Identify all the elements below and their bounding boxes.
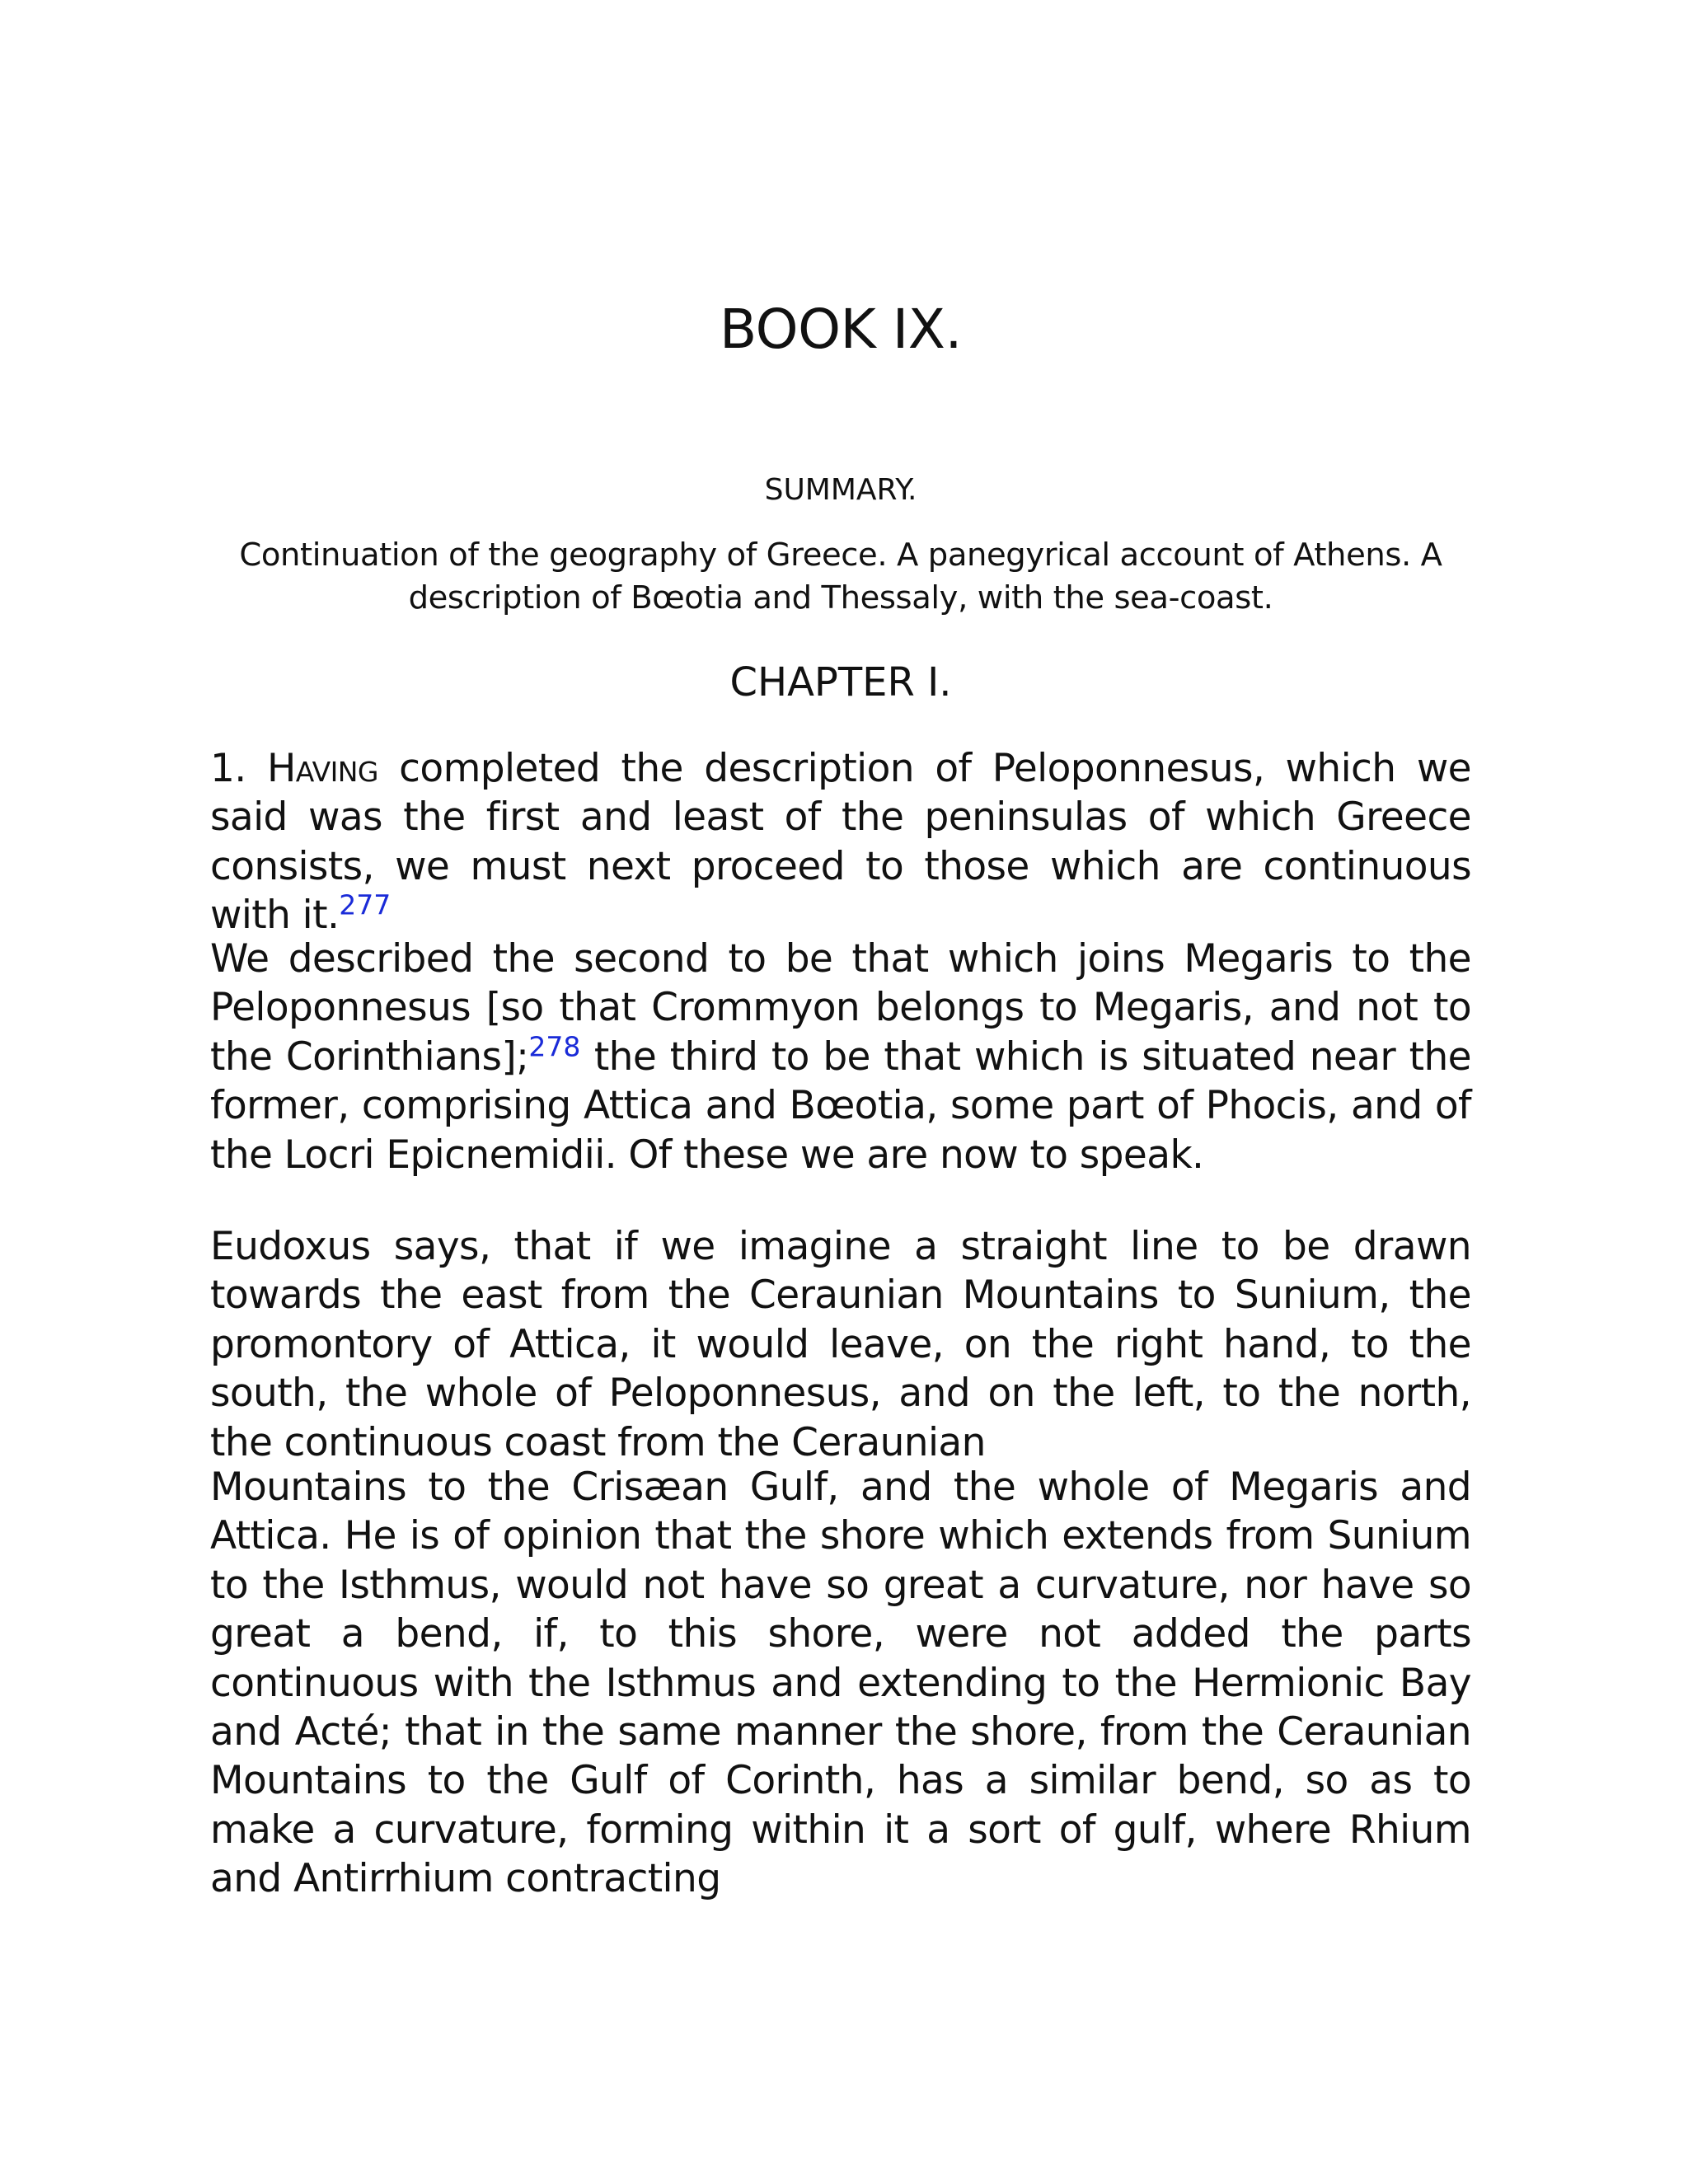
book-title: BOOK IX. (720, 298, 962, 361)
paragraph-2 (210, 935, 1471, 1179)
lead-word: Having (267, 746, 378, 791)
paragraph-4: Mountains to the Crisæan Gulf, and the whole of Megaris and Attica. He is of opinion that the shore which extends from Sunium to the Isthmus, would not have so great a curvature, nor have so great a bend, if, to this shore, were not added the parts continuous with the Isthmus and extending to the Hermionic Bay and Acté; that in the same manner the shore, from the Ceraunian Mountains to the Gulf of Corinth, has a similar bend, so as to make a curvature, forming within it a sort of gulf, where Rhium and Antirrhium contracting (210, 1465, 1471, 1902)
paragraph-2-text-a: We described the second to be that which joins Megaris to the Peloponnesus [so that Crommyon belongs to Megaris, and not to the Corinthians]; (210, 936, 1471, 1080)
paragraph-1-text: completed the description of Peloponnesus, which we said was the first and least of the peninsulas of which Greece consists, we must next proceed to those which are continuous with it. (210, 746, 1471, 939)
paragraph-3: Eudoxus says, that if we imagine a straight line to be drawn towards the east from the Ceraunian Mountains to Sunium, the promontory of Attica, it would leave, on the right hand, to the south, the whole of Peloponnesus, and on the left, to the north, the continuous coast from the Ceraunian (210, 1224, 1471, 1465)
chapter-title: CHAPTER I. (729, 659, 952, 705)
paragraph-2-text-b: the third to be that which is situated near the former, comprising Attica and Bœotia, some part of Phocis, and of the Locri Epicnemidii. Of these we are now to speak. (210, 1033, 1471, 1178)
paragraph-number: 1. (210, 746, 268, 791)
document-page (210, 0, 1471, 2184)
paragraph-1 (210, 744, 1471, 940)
footnote-link-278[interactable]: 278 (528, 1030, 581, 1063)
summary-heading: SUMMARY. (764, 473, 917, 507)
summary-text: Continuation of the geography of Greece. A panegyrical account of Athens. A description of Bœotia and Thessaly, with the sea-coast. (239, 537, 1442, 616)
footnote-link-277[interactable]: 277 (339, 888, 392, 921)
